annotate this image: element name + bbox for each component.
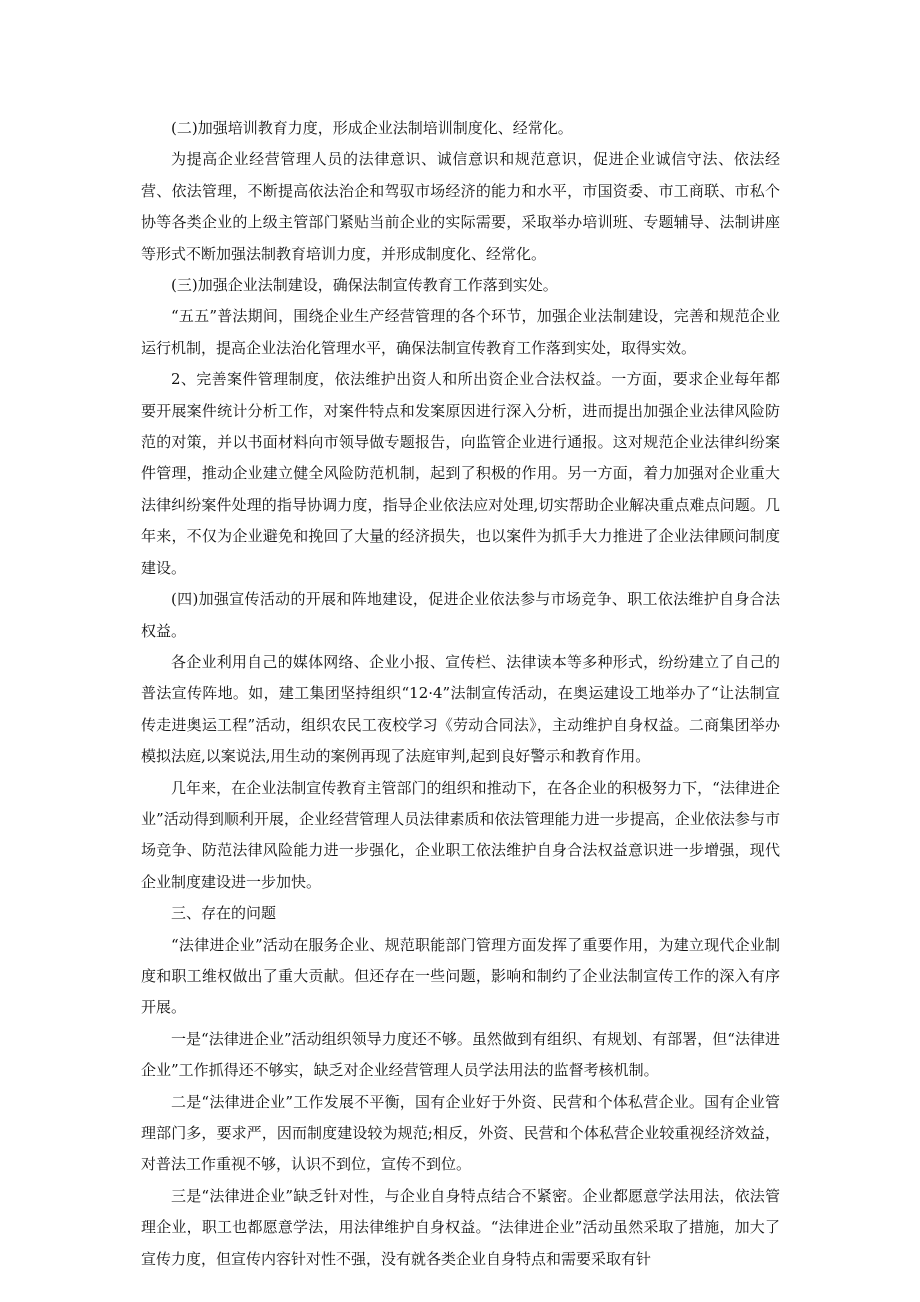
paragraph-training: 为提高企业经营管理人员的法律意识、诚信意识和规范意识，促进企业诚信守法、依法经营、依法管理，不断提高依法治企和驾驭市场经济的能力和水平，市国资委、市工商联、市私个协等各类企业的上级主管部门紧贴当前企业的实际需要，采取举办培训班、专题辅导、法制讲座等形式不断加强法制教育培训力度，并形成制度化、经常化。 [141,150,780,263]
section-heading-publicity: (四)加强宣传活动的开展和阵地建设，促进企业依法参与市场竞争、职工依法维护自身合法权益。 [141,590,780,640]
paragraph-case-management: 2、完善案件管理制度，依法维护出资人和所出资企业合法权益。一方面，要求企业每年都要开展案件统计分析工作，对案件特点和发案原因进行深入分析，进而提出加强企业法律风险防范的对策，并以书面材料向市领导做专题报告，向监管企业进行通报。这对规范企业法律纠纷案件管理，推动企业建立健全风险防范机制，起到了积极的作用。另一方面，着力加强对企业重大法律纠纷案件处理的指导协调力度，指导企业依法应对处理,切实帮助企业解决重点难点问题。几年来，不仅为企业避免和挽回了大量的经济损失，也以案件为抓手大力推进了企业法律顾问制度建设。 [141,370,780,577]
paragraph-problem-two: 二是“法律进企业”工作发展不平衡，国有企业好于外资、民营和个体私营企业。国有企业管理部门多，要求严，因而制度建设较为规范;相反，外资、民营和个体私营企业较重视经济效益，对普法工作重视不够，认识不到位，宣传不到位。 [141,1092,780,1174]
paragraph-problem-one: 一是“法律进企业”活动组织领导力度还不够。虽然做到有组织、有规划、有部署，但“法律进企业”工作抓得还不够实，缺乏对企业经营管理人员学法用法的监督考核机制。 [141,1029,780,1080]
paragraph-publicity-positions: 各企业利用自己的媒体网络、企业小报、宣传栏、法律读本等多种形式，纷纷建立了自己的普法宣传阵地。如，建工集团坚持组织“12·4”法制宣传活动，在奥运建设工地举办了“让法制宣传走进奥运工程”活动，组织农民工夜校学习《劳动合同法》，主动维护自身权益。二商集团举办模拟法庭,以案说法,用生动的案例再现了法庭审判,起到良好警示和教育作用。 [141,652,780,766]
section-heading-legal-construction: (三)加强企业法制建设，确保法制宣传教育工作落到实处。 [171,276,558,295]
paragraph-wuwu-period: “五五”普法期间，围绕企业生产经营管理的各个环节，加强企业法制建设，完善和规范企业运行机制，提高企业法治化管理水平，确保法制宣传教育工作落到实处，取得实效。 [141,307,780,357]
section-heading-problems: 三、存在的问题 [171,904,277,923]
document-body [141,113,780,1275]
paragraph-problem-three: 三是“法律进企业”缺乏针对性，与企业自身特点结合不紧密。企业都愿意学法用法，依法管理企业，职工也都愿意学法，用法律维护自身权益。“法律进企业”活动虽然采取了措施，加大了宣传力度，但宣传内容针对性不强，没有就各类企业自身特点和需要采取有针 [141,1186,780,1268]
section-heading-training: (二)加强培训教育力度，形成企业法制培训制度化、经常化。 [171,119,573,137]
paragraph-achievements: 几年来，在企业法制宣传教育主管部门的组织和推动下，在各企业的积极努力下，“法律进企业”活动得到顺利开展，企业经营管理人员法律素质和依法管理能力进一步提高，企业依法参与市场竞争、防范法律风险能力进一步强化，企业职工依法维护自身合法权益意识进一步增强，现代企业制度建设进一步加快。 [141,778,780,891]
paragraph-problems-intro: “法律进企业”活动在服务企业、规范职能部门管理方面发挥了重要作用，为建立现代企业制度和职工维权做出了重大贡献。但还存在一些问题，影响和制约了企业法制宣传工作的深入有序开展。 [141,935,780,1017]
